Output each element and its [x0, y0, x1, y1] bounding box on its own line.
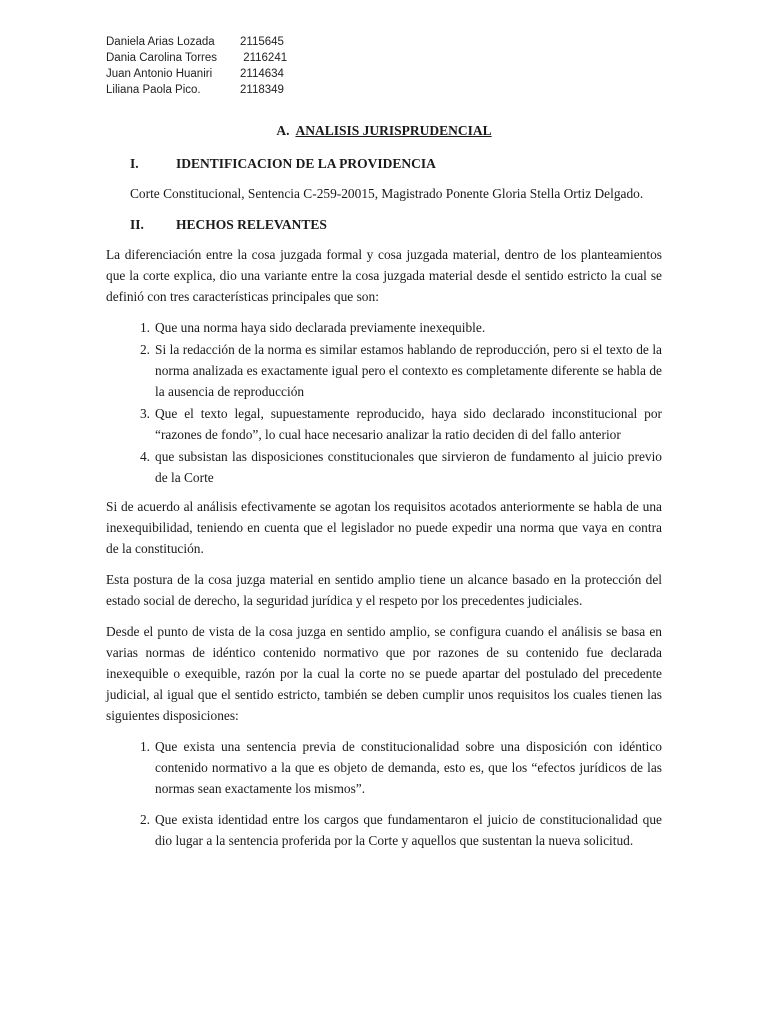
author-list [106, 34, 287, 98]
author-name: Daniela Arias Lozada [106, 36, 215, 48]
document-body [106, 120, 662, 861]
author-code: 2116241 [240, 52, 288, 64]
list-item-number: 3. [139, 406, 150, 421]
list-item-text: Que una norma haya sido declarada previamente inexequible. [155, 320, 486, 335]
author-code: 2115645 [240, 36, 284, 48]
section-1-text: Corte Constitucional, Sentencia C-259-20015, Magistrado Ponente Gloria Stella Ortiz Delgado. [130, 186, 644, 201]
section-a-title: ANALISIS JURISPRUDENCIAL [295, 123, 492, 138]
list-item-number: 1. [139, 739, 150, 754]
author-code: 2114634 [240, 68, 284, 80]
list-item-number: 4. [139, 449, 150, 464]
list-item-number: 2. [139, 812, 150, 827]
author-name: Dania Carolina Torres [106, 52, 218, 64]
section-2-heading [106, 214, 662, 235]
author-name: Juan Antonio Huaniri [106, 68, 213, 80]
list-item [106, 403, 662, 445]
list-item-number: 1. [139, 320, 150, 335]
section-1-title: IDENTIFICACION DE LA PROVIDENCIA [176, 156, 436, 171]
author-row [106, 50, 287, 66]
requirements-list-strict [106, 317, 662, 488]
requirements-list-broad [106, 736, 662, 851]
author-code: 2118349 [240, 84, 284, 96]
list-item-text: Si la redacción de la norma es similar estamos hablando de reproducción, pero si el texto de la norma analizada es exactamente igual pero el contexto es completamente diferente se habla de la ausencia de reproducción [155, 342, 662, 399]
list-item-text: Que el texto legal, supuestamente reproducido, haya sido declarado inconstitucional por “razones de fondo”, lo cual hace necesario analizar la ratio deciden di del fallo anterior [155, 406, 662, 442]
section-a-heading [106, 120, 662, 141]
list-item [106, 446, 662, 488]
section-2-intro: La diferenciación entre la cosa juzgada formal y cosa juzgada material, dentro de los planteamientos que la corte explica, dio una variante entre la cosa juzgada material desde el sentido estricto la cual se definió con tres características principales que son: [106, 247, 662, 304]
section-2-number: II. [130, 217, 144, 232]
list-item [106, 736, 662, 799]
author-name: Liliana Paola Pico. [106, 84, 201, 96]
paragraph-sentido-amplio: Desde el punto de vista de la cosa juzga en sentido amplio, se configura cuando el análisis se basa en varias normas de idéntico contenido normativo que por razones de su contenido fue declarada inexequible o exequible, razón por la cual la corte no se puede apartar del postulado del precedente judicial, al igual que el sentido estricto, también se deben cumplir unos requisitos los cuales tienen las siguientes disposiciones: [106, 624, 662, 723]
author-row [106, 34, 287, 50]
list-item-text: que subsistan las disposiciones constitucionales que sirvieron de fundamento al juicio previo de la Corte [155, 449, 662, 485]
list-item [106, 339, 662, 402]
paragraph-alcance: Esta postura de la cosa juzga material en sentido amplio tiene un alcance basado en la protección del estado social de derecho, la seguridad jurídica y el respeto por los precedentes judiciales. [106, 572, 662, 608]
list-item-text: Que exista identidad entre los cargos que fundamentaron el juicio de constitucionalidad que dio lugar a la sentencia proferida por la Corte y aquellos que sustentan la nueva solicitud. [155, 812, 662, 848]
list-item-text: Que exista una sentencia previa de constitucionalidad sobre una disposición con idéntico contenido normativo a la que es objeto de demanda, esto es, que los “efectos jurídicos de las normas sean exactamente los mismos”. [155, 739, 662, 796]
section-1-number: I. [130, 156, 139, 171]
section-a-letter: A. [276, 123, 290, 138]
list-item [106, 317, 662, 338]
author-row [106, 66, 287, 82]
section-1-heading [106, 153, 662, 174]
list-item [106, 809, 662, 851]
author-row [106, 82, 287, 98]
paragraph-inexequibilidad: Si de acuerdo al análisis efectivamente se agotan los requisitos acotados anteriormente se habla de una inexequibilidad, teniendo en cuenta que el legislador no puede expedir una norma que vaya en contra de la constitución. [106, 499, 662, 556]
list-item-number: 2. [139, 342, 150, 357]
section-2-title: HECHOS RELEVANTES [176, 217, 327, 232]
